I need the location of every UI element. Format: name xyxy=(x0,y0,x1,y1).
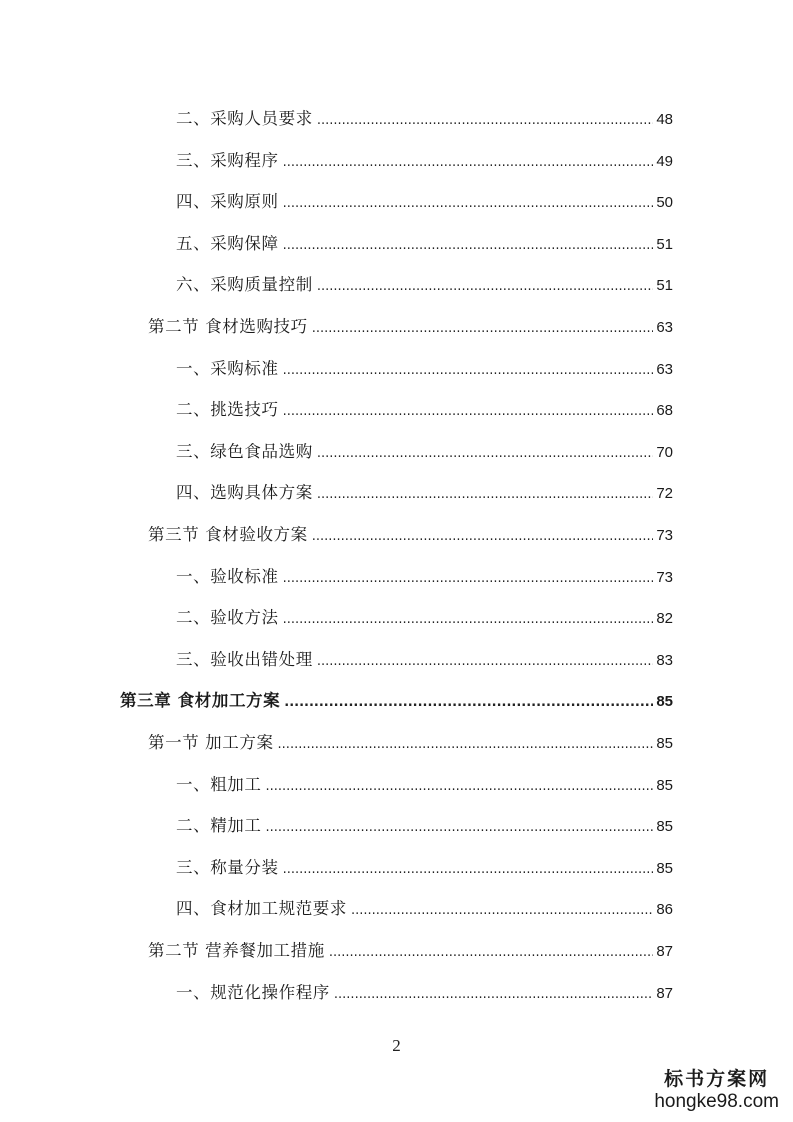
toc-entry-page: 73 xyxy=(656,527,673,544)
toc-entry[interactable] xyxy=(176,854,673,878)
watermark-url: hongke98.com xyxy=(654,1091,779,1112)
toc-dot-leader xyxy=(334,987,653,1002)
toc-entry-title: 二、采购人员要求 xyxy=(176,109,313,128)
toc-entry-page: 85 xyxy=(656,693,673,710)
toc-entry-title: 二、挑选技巧 xyxy=(176,400,279,419)
toc-entry-title: 第二节 营养餐加工措施 xyxy=(148,941,325,960)
toc-dot-leader xyxy=(284,695,653,710)
toc-entry[interactable] xyxy=(148,521,673,545)
toc-entry[interactable] xyxy=(176,646,673,670)
toc-entry-page: 50 xyxy=(656,194,673,211)
toc-entry[interactable] xyxy=(176,895,673,919)
toc-entry-title: 二、精加工 xyxy=(176,816,262,835)
toc-entry-page: 85 xyxy=(656,777,673,794)
toc-entry[interactable] xyxy=(120,687,673,711)
toc-entry-title: 一、采购标准 xyxy=(176,359,279,378)
toc-entry-page: 85 xyxy=(656,860,673,877)
toc-dot-leader xyxy=(283,571,654,586)
page-number: 2 xyxy=(392,1036,401,1055)
toc-entry-page: 63 xyxy=(656,319,673,336)
toc-entry[interactable] xyxy=(176,105,673,129)
toc-dot-leader xyxy=(317,113,654,128)
toc-entry-title: 三、采购程序 xyxy=(176,151,279,170)
toc-entry-page: 70 xyxy=(656,444,673,461)
toc-entry-title: 一、验收标准 xyxy=(176,567,279,586)
toc-entry[interactable] xyxy=(176,147,673,171)
toc-entry[interactable] xyxy=(176,230,673,254)
toc-entry-page: 85 xyxy=(656,818,673,835)
toc-dot-leader xyxy=(312,321,654,336)
watermark-logo xyxy=(654,1068,779,1114)
toc-entry-title: 一、规范化操作程序 xyxy=(176,983,330,1002)
toc-entry-title: 三、绿色食品选购 xyxy=(176,442,313,461)
toc-dot-leader xyxy=(283,612,654,627)
toc-entry-page: 73 xyxy=(656,569,673,586)
toc-entry-page: 72 xyxy=(656,485,673,502)
toc-dot-leader xyxy=(283,155,654,170)
toc-dot-leader xyxy=(317,446,654,461)
toc-dot-leader xyxy=(283,363,654,378)
watermark-text: 标书方案网 xyxy=(664,1068,770,1090)
toc-entry-title: 第三章 食材加工方案 xyxy=(120,691,281,710)
toc-dot-leader xyxy=(278,737,654,752)
toc-entry-title: 三、称量分装 xyxy=(176,858,279,877)
toc-entry-title: 四、食材加工规范要求 xyxy=(176,899,347,918)
toc-entry-page: 86 xyxy=(656,901,673,918)
toc-entry-page: 83 xyxy=(656,652,673,669)
toc-entry-title: 四、选购具体方案 xyxy=(176,483,313,502)
toc-entry-page: 63 xyxy=(656,361,673,378)
toc-entry-page: 51 xyxy=(656,277,673,294)
toc-entry-title: 五、采购保障 xyxy=(176,234,279,253)
toc-entry[interactable] xyxy=(176,438,673,462)
toc-entry[interactable] xyxy=(176,355,673,379)
toc-entry-title: 二、验收方法 xyxy=(176,608,279,627)
toc-dot-leader xyxy=(283,238,654,253)
toc-entry[interactable] xyxy=(176,188,673,212)
toc-entry[interactable] xyxy=(176,563,673,587)
toc-entry[interactable] xyxy=(176,271,673,295)
toc-entry-page: 82 xyxy=(656,610,673,627)
toc-entry[interactable] xyxy=(176,396,673,420)
toc-entry[interactable] xyxy=(148,313,673,337)
toc-entry-title: 第一节 加工方案 xyxy=(148,733,274,752)
toc-dot-leader xyxy=(312,529,654,544)
toc-entry-title: 六、采购质量控制 xyxy=(176,275,313,294)
toc-entry[interactable] xyxy=(176,979,673,1003)
toc-entry-page: 87 xyxy=(656,985,673,1002)
toc-dot-leader xyxy=(283,862,654,877)
toc-dot-leader xyxy=(351,903,653,918)
toc-entry-page: 48 xyxy=(656,111,673,128)
toc-dot-leader xyxy=(283,404,654,419)
toc-entry-title: 三、验收出错处理 xyxy=(176,650,313,669)
toc-entry[interactable] xyxy=(176,479,673,503)
toc-dot-leader xyxy=(329,945,653,960)
toc-dot-leader xyxy=(317,279,654,294)
toc-dot-leader xyxy=(317,487,654,502)
toc-entry-title: 四、采购原则 xyxy=(176,192,279,211)
toc-entry-page: 68 xyxy=(656,402,673,419)
toc-dot-leader xyxy=(283,196,654,211)
toc-dot-leader xyxy=(266,820,654,835)
toc-entry[interactable] xyxy=(148,937,673,961)
toc-entry[interactable] xyxy=(176,812,673,836)
toc-dot-leader xyxy=(266,779,654,794)
toc-entry-title: 第二节 食材选购技巧 xyxy=(148,317,308,336)
toc-dot-leader xyxy=(317,654,654,669)
toc-entry-title: 一、粗加工 xyxy=(176,775,262,794)
toc-entry[interactable] xyxy=(148,729,673,753)
toc-entry[interactable] xyxy=(176,771,673,795)
toc-entry-page: 51 xyxy=(656,236,673,253)
toc-entry-title: 第三节 食材验收方案 xyxy=(148,525,308,544)
toc-entry[interactable] xyxy=(176,604,673,628)
toc-entry-page: 87 xyxy=(656,943,673,960)
toc-entry-page: 85 xyxy=(656,735,673,752)
toc-entry-page: 49 xyxy=(656,153,673,170)
